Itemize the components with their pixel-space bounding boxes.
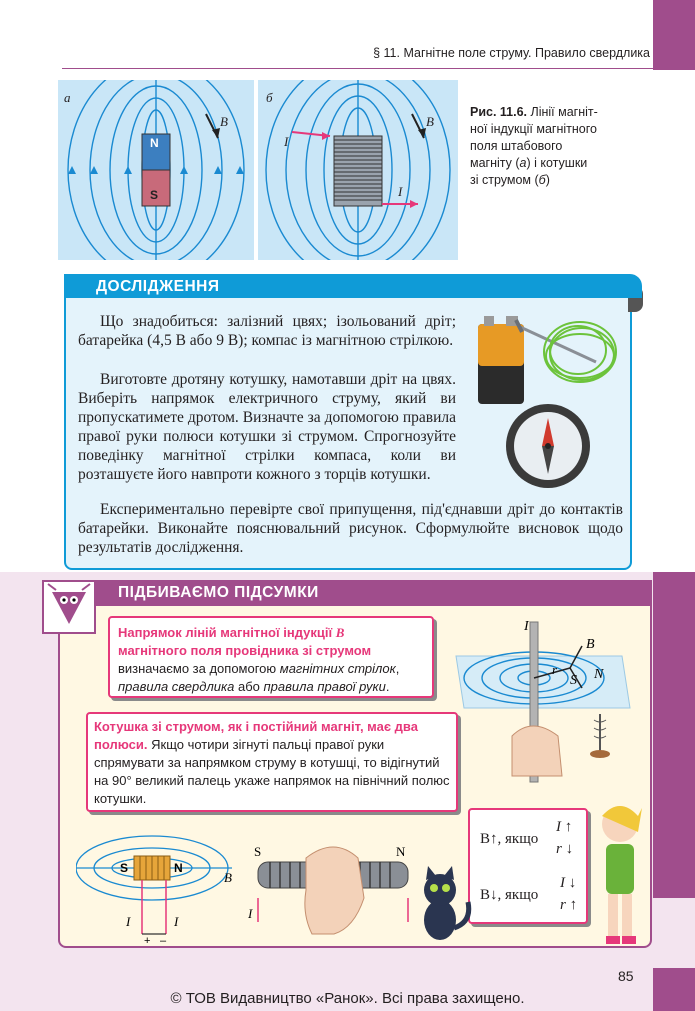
coil-n-label: N — [174, 861, 183, 875]
coil-current-right: I — [174, 914, 179, 929]
caption-text-5a: зі струмом ( — [470, 173, 539, 187]
figure-caption — [470, 104, 650, 189]
screw-icon — [590, 714, 610, 758]
research-conclusion: Експериментально перевірте свої припущення, під'єднавши дріт до контактів батарейки. Виконайте пояснювальний рисунок. Сформулюйте висновок щодо результатів дослідження. — [78, 501, 623, 556]
card2-heading: Котушка зі струмом, як і постійний магніт, має два полюси. — [94, 719, 418, 752]
formula-r-up: r ↑ — [560, 897, 578, 913]
research-materials: Що знадобиться: залізний цвях; ізольований дріт; батарейка (4,5 В або 9 В); компас із магнітною стрілкою. — [78, 313, 456, 349]
figure-solenoid — [258, 80, 458, 260]
right-hand-rule-diagram — [248, 840, 418, 940]
south-pole-label: S — [150, 188, 159, 202]
research-title: ДОСЛІДЖЕННЯ — [96, 278, 220, 295]
current-label-out: I — [398, 184, 403, 199]
formula-b-up: B↑, якщо — [480, 831, 539, 847]
summary-card-coil-poles — [86, 712, 458, 812]
conductor-n-label: N — [594, 667, 604, 682]
copyright-notice: © ТОВ Видавництво «Ранок». Всі права захищено. — [170, 990, 525, 1007]
caption-b: б — [538, 173, 546, 187]
conductor-current-label: I — [524, 619, 529, 634]
bar-magnet-field-svg — [58, 80, 254, 260]
battery-minus: – — [160, 935, 167, 946]
research-illustration — [470, 304, 630, 494]
header-divider — [62, 68, 653, 69]
north-pole-label: N — [150, 136, 159, 150]
card1-italic-2: правила свердлика — [118, 679, 235, 694]
summary-card-field-direction — [108, 616, 434, 698]
page-number: 85 — [618, 968, 634, 984]
b-vector-label: B — [220, 114, 228, 129]
right-color-tab — [653, 572, 695, 898]
formula-i-up: I ↑ — [556, 819, 573, 835]
card1-text-3: або — [234, 679, 264, 694]
caption-text-4a: магніту ( — [470, 156, 520, 170]
hand-n-label: N — [396, 844, 406, 859]
caption-a: а — [519, 156, 527, 170]
coil-b-label: B — [224, 870, 232, 885]
caption-text-3: поля штабового — [470, 139, 563, 153]
card1-text-2: , — [395, 661, 400, 676]
hand-current-left: I — [248, 906, 253, 921]
b-vector-label: B — [426, 114, 434, 129]
formula-i-down: I ↓ — [560, 875, 577, 891]
caption-text-2: ної індукції магнітного — [470, 122, 597, 136]
card1-text-1: визначаємо за допомогою — [118, 661, 280, 676]
card1-italic-1: магнітних стрілок — [279, 661, 396, 676]
card1-b-symbol: B — [335, 625, 345, 640]
compass-icon — [506, 404, 590, 488]
card1-text-4: . — [385, 679, 390, 694]
coil-current-left: I — [126, 914, 131, 929]
solenoid-field-svg — [258, 80, 458, 260]
coil-s-label: S — [120, 861, 129, 875]
formula-r-down: r ↓ — [556, 841, 574, 857]
conductor-r-label: r — [552, 662, 558, 677]
conductor-b-label: B — [586, 637, 595, 652]
formula-b-down: B↓, якщо — [480, 887, 539, 903]
caption-text-4b: ) і котушки — [526, 156, 588, 170]
girl-illustration — [592, 800, 652, 948]
summary-mascot-icon — [42, 580, 96, 634]
card1-italic-3: правила правої руки — [263, 679, 386, 694]
summary-title: ПІДБИВАЄМО ПІДСУМКИ — [118, 584, 319, 601]
cat-illustration — [418, 866, 474, 942]
caption-text-1: Лінії магніт- — [527, 105, 598, 119]
conductor-field-diagram — [452, 616, 632, 786]
conductor-s-label: S — [570, 673, 577, 688]
battery-plus: + — [144, 935, 151, 946]
figure-label-a: а — [64, 90, 71, 105]
research-instructions: Виготовте дротяну котушку, намотавши дріт на цвях. Виберіть напрямок електричного струму, який ви пропускатимете дротом. Визначте за допомогою правила правої руки полюси котушки зі струмом. Спрогнозуйте поведінку магнітної стрілки компаса, коли ви розташуєте його навпроти кожного з торців котушки. — [78, 371, 456, 483]
battery-icon — [478, 316, 524, 404]
current-label-in: I — [284, 134, 289, 149]
figure-bar-magnet — [58, 80, 254, 260]
top-color-tab — [653, 0, 695, 70]
hand-s-label: S — [254, 844, 262, 859]
card1-heading-2: магнітного поля провідника зі струмом — [118, 643, 372, 658]
coil-field-diagram — [76, 826, 236, 946]
figure-label-b: б — [266, 90, 273, 105]
figure-number: Рис. 11.6. — [470, 105, 528, 119]
card1-heading-1: Напрямок ліній магнітної індукції — [118, 625, 336, 640]
caption-text-5b: ) — [545, 173, 550, 187]
section-header: § 11. Магнітне поле струму. Правило свердлика — [373, 46, 650, 60]
summary-card-b-dependence — [468, 808, 588, 924]
card2-text: Якщо чотири зігнуті пальці правої руки спрямувати за напрямком струму в котушці, то відігнутий на 90° великий палець укаже напрямок на північний полюс котушки. — [94, 737, 450, 806]
wire-coil-icon — [544, 322, 616, 382]
